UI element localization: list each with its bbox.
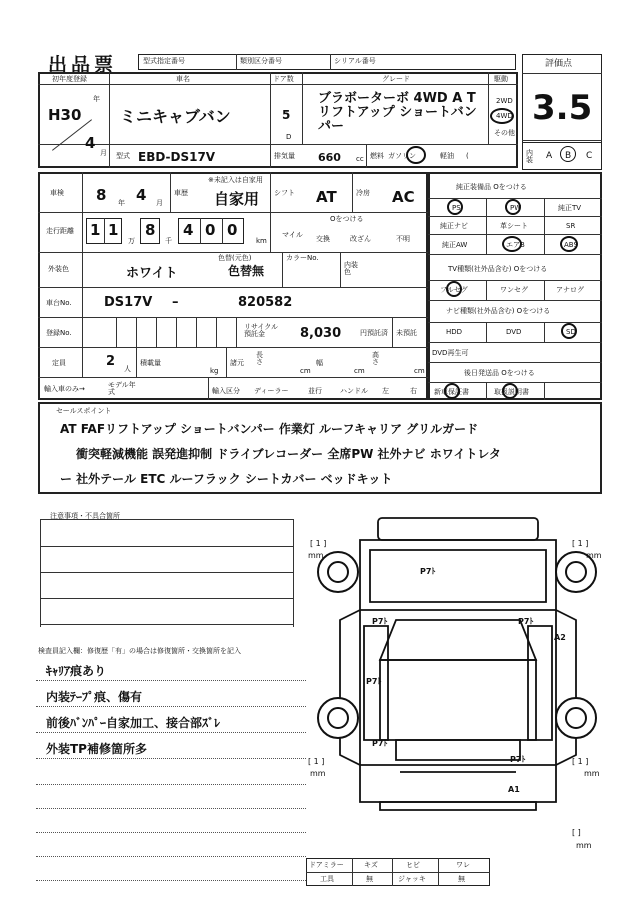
caution-box — [40, 519, 294, 627]
chassis-no: 820582 — [238, 295, 293, 310]
tv-fullseg: フルセグ — [440, 286, 468, 294]
man-unit: 万 — [128, 237, 135, 245]
tire-rr-unit: mm — [584, 769, 600, 778]
mark-roof: P7ﾄ — [420, 567, 436, 576]
shaken-label: 車検 — [50, 189, 64, 197]
len-cm: cm — [300, 367, 311, 375]
eq-navi: 純正ナビ — [440, 222, 468, 230]
note-2: 内装ﾃｰﾌﾟ痕、傷有 — [46, 690, 143, 704]
mile-label: マイル — [282, 231, 303, 239]
name-label: 車名 — [176, 75, 190, 83]
navi-sd-circle — [561, 323, 577, 339]
spare-bracket: [ ] — [572, 828, 581, 837]
year-era: H30 — [48, 106, 82, 124]
parallel-label: 並行 — [308, 387, 322, 395]
sales-label: セールスポイント — [56, 407, 112, 415]
shaken-year: 8 — [96, 186, 107, 204]
circle-note: Oをつける — [330, 215, 364, 223]
navi-sd: SD — [566, 328, 576, 336]
ac-value: AC — [392, 188, 415, 206]
reg-no-label: 登録No. — [46, 329, 72, 337]
tv-fullseg-circle — [446, 281, 462, 297]
footer-row-label: 工具 — [320, 875, 334, 883]
mileage-d3: 8 — [145, 221, 156, 239]
footer-v3: 無 — [458, 875, 465, 883]
unknown-label: 不明 — [396, 235, 410, 243]
mark-a2: A2 — [554, 633, 566, 642]
drive-other: その他 — [494, 129, 515, 137]
shaken-year-unit: 年 — [118, 199, 125, 207]
width-label: 幅 — [316, 359, 323, 367]
color-no-label: カラーNo. — [286, 254, 319, 262]
note-4: 外装TP補修箇所多 — [46, 742, 147, 756]
mark-right-front: P7ﾄ — [518, 617, 534, 626]
month-unit: 月 — [100, 149, 107, 157]
rating-label: 評価点 — [545, 59, 573, 69]
footer-h1: ドアミラー — [309, 861, 344, 869]
color-code-label: 色替(元色) — [218, 254, 252, 262]
sales-line-1: AT FAFリフトアップ ショートバンパー 作業灯 ルーフキャリア グリルガード — [60, 422, 479, 436]
footer-h3: ヒビ — [406, 861, 420, 869]
eq-pw: PW — [510, 204, 522, 212]
mark-left-mid: P7ﾄ — [366, 677, 382, 686]
handle-label: ハンドル — [340, 387, 368, 395]
mark-left-front: P7ﾄ — [372, 617, 388, 626]
recycle-value: 8,030 — [300, 326, 342, 341]
note-1: ｷｬﾘｱ痕あり — [46, 664, 107, 678]
tire-fr-bracket: [ 1 ] — [572, 539, 589, 548]
chassis-label: 車台No. — [46, 299, 72, 307]
mileage-d2: 1 — [108, 221, 119, 239]
rating-value: 3.5 — [532, 88, 593, 128]
model-value: EBD-DS17V — [138, 150, 216, 164]
warranty-book-circle — [444, 383, 460, 399]
eq-airbag: エアB — [506, 241, 525, 249]
tire-fl-bracket: [ 1 ] — [310, 539, 327, 548]
warranty-book: 新車保証書 — [434, 388, 469, 396]
spare-unit: mm — [576, 841, 592, 850]
recycle-unit: 円預託済 — [360, 329, 388, 337]
class-label: 類別区分番号 — [240, 57, 282, 65]
sales-line-2: 衝突軽減機能 誤発進抑制 ドライブレコーダー 全席PW 社外ナビ ホワイトレタ — [76, 447, 501, 461]
km-unit: km — [256, 237, 267, 245]
left-label: 左 — [382, 387, 389, 395]
footer-v2: ジャッキ — [398, 875, 426, 883]
serial-label: シリアル番号 — [334, 57, 376, 65]
eq-pw-circle — [505, 199, 521, 215]
mark-a1: A1 — [508, 785, 520, 794]
color-change: 色替無 — [228, 264, 265, 278]
footer-h4: ワレ — [456, 861, 470, 869]
car-diagram — [300, 510, 610, 850]
vehicle-name: ミニキャブバン — [120, 107, 231, 126]
month-value: 4 — [85, 134, 96, 152]
eq-tv: 純正TV — [558, 204, 582, 212]
navi-dvd: DVD — [506, 328, 522, 336]
eq-aw: 純正AW — [442, 241, 468, 249]
eq-airbag-circle — [502, 236, 522, 252]
len-label: 長さ — [256, 351, 263, 366]
color-value: ホワイト — [126, 266, 178, 281]
warranty-title: 後日発送品 Oをつける — [464, 369, 535, 377]
tv-oneseg: ワンセグ — [500, 286, 528, 294]
first-reg-label: 初年度登録 — [52, 75, 87, 83]
chassis-dash: – — [172, 295, 179, 310]
shaken-month: 4 — [136, 186, 147, 204]
fuel-value: ガソリン — [388, 152, 416, 160]
interior-label: 内装 — [526, 149, 533, 164]
tv-title: TV種類(社外品含む) Oをつける — [448, 265, 548, 273]
doors-value: 5 — [282, 108, 291, 122]
displacement-value: 660 — [318, 151, 341, 164]
dims-label: 諸元 — [230, 359, 244, 367]
drive-4wd: 4WD — [496, 112, 513, 120]
tire-fl-unit: mm — [308, 551, 324, 560]
caution-label: 注意事項・不具合箇所 — [50, 512, 120, 520]
tire-rl-bracket: [ 1 ] — [308, 757, 325, 766]
eq-ps-circle — [447, 199, 463, 215]
grade-value: ブラボーターボ 4WD A T リフトアップ ショートバンパー — [318, 91, 477, 134]
shift-label: シフト — [274, 189, 295, 197]
import-label: 輸入車のみ→ — [44, 385, 85, 393]
tire-fr-unit: mm — [586, 551, 602, 560]
navi-title: ナビ種類(社外品含む) Oをつける — [446, 307, 551, 315]
footer-v1: 無 — [366, 875, 373, 883]
inspector-label: 検査員記入欄：修復歴「有」の場合は修復箇所・交換箇所を記入 — [38, 647, 241, 655]
exch-label: 交換 — [316, 235, 330, 243]
drive-2wd: 2WD — [496, 97, 513, 105]
recycle-none: 未預託 — [396, 329, 417, 337]
grade-label: グレード — [382, 75, 410, 83]
doors-suffix: D — [286, 133, 292, 141]
interior-b-circle — [560, 146, 576, 162]
year-unit: 年 — [93, 95, 100, 103]
dealer-label: ディーラー — [254, 387, 289, 395]
mileage-label: 走行距離 — [46, 227, 74, 235]
tv-analog: アナログ — [556, 286, 584, 294]
usage-note: ※未記入は自家用 — [208, 176, 263, 184]
model-label: 型式 — [116, 152, 130, 160]
mileage-d4: 4 — [183, 221, 194, 239]
eq-leather: 革シート — [500, 222, 528, 230]
note-3: 前後ﾊﾞﾝﾊﾟｰ自家加工、接合部ｽﾞﾚ — [46, 716, 221, 730]
dvd-label: DVD再生可 — [432, 349, 469, 357]
navi-hdd: HDD — [446, 328, 463, 336]
tire-rl-unit: mm — [310, 769, 326, 778]
load-label: 積載量 — [140, 359, 161, 367]
usage-label: 車歴 — [174, 189, 188, 197]
interior-color-label: 内装色 — [344, 261, 358, 276]
shaken-month-unit: 月 — [156, 199, 163, 207]
chassis-prefix: DS17V — [104, 295, 153, 310]
mileage-d6: 0 — [227, 221, 238, 239]
sen-unit: 千 — [165, 237, 172, 245]
mileage-d5: 0 — [205, 221, 216, 239]
color-label: 外装色 — [48, 265, 69, 273]
drive-4wd-circle — [490, 108, 514, 124]
mileage-d1: 1 — [90, 221, 101, 239]
model-year-label: モデル年式 — [108, 381, 136, 396]
right-label: 右 — [410, 387, 417, 395]
interior-a: A — [546, 151, 553, 161]
width-cm: cm — [354, 367, 365, 375]
tire-rr-bracket: [ 1 ] — [572, 757, 589, 766]
height-cm: cm — [414, 367, 425, 375]
import-class-label: 輸入区分 — [212, 387, 240, 395]
mark-right-rear: P7ﾄ — [510, 755, 526, 764]
eq-abs: ABS — [564, 241, 578, 249]
height-label: 高さ — [372, 351, 379, 366]
interior-b: B — [565, 151, 572, 161]
recycle-label: リサイクル預託金 — [244, 323, 279, 338]
sales-line-3: ー 社外テール ETC ルーフラック シートカバー ベッドキット — [60, 472, 393, 486]
fuel-circle — [406, 146, 426, 164]
shift-value: AT — [316, 188, 337, 206]
interior-c: C — [586, 151, 593, 161]
ac-label: 冷房 — [356, 189, 370, 197]
eq-sr: SR — [566, 222, 576, 230]
mark-left-rear: P7ﾄ — [372, 739, 388, 748]
diesel-label: 軽油 — [440, 152, 454, 160]
displacement-unit: cc — [356, 155, 364, 163]
drive-label: 駆動 — [494, 75, 508, 83]
eq-ps: PS — [452, 204, 461, 212]
modified-label: 改ざん — [350, 235, 371, 243]
genuine-title: 純正装備品 Oをつける — [456, 183, 527, 191]
capacity-label: 定員 — [52, 359, 66, 367]
fuel-label: 燃料 — [370, 152, 384, 160]
usage-value: 自家用 — [214, 190, 260, 208]
cert-row — [138, 54, 516, 70]
capacity-value: 2 — [106, 354, 116, 369]
displacement-label: 排気量 — [274, 152, 295, 160]
capacity-unit: 人 — [124, 365, 131, 373]
manual-book: 取扱説明書 — [494, 388, 529, 396]
footer-h2: キズ — [364, 861, 378, 869]
doors-label: ドア数 — [273, 75, 294, 83]
manual-book-circle — [502, 383, 518, 399]
eq-abs-circle — [560, 236, 578, 252]
page-title: 出品票 — [48, 54, 118, 76]
weight-unit: kg — [210, 367, 219, 375]
type-cert-label: 型式指定番号 — [143, 57, 185, 65]
